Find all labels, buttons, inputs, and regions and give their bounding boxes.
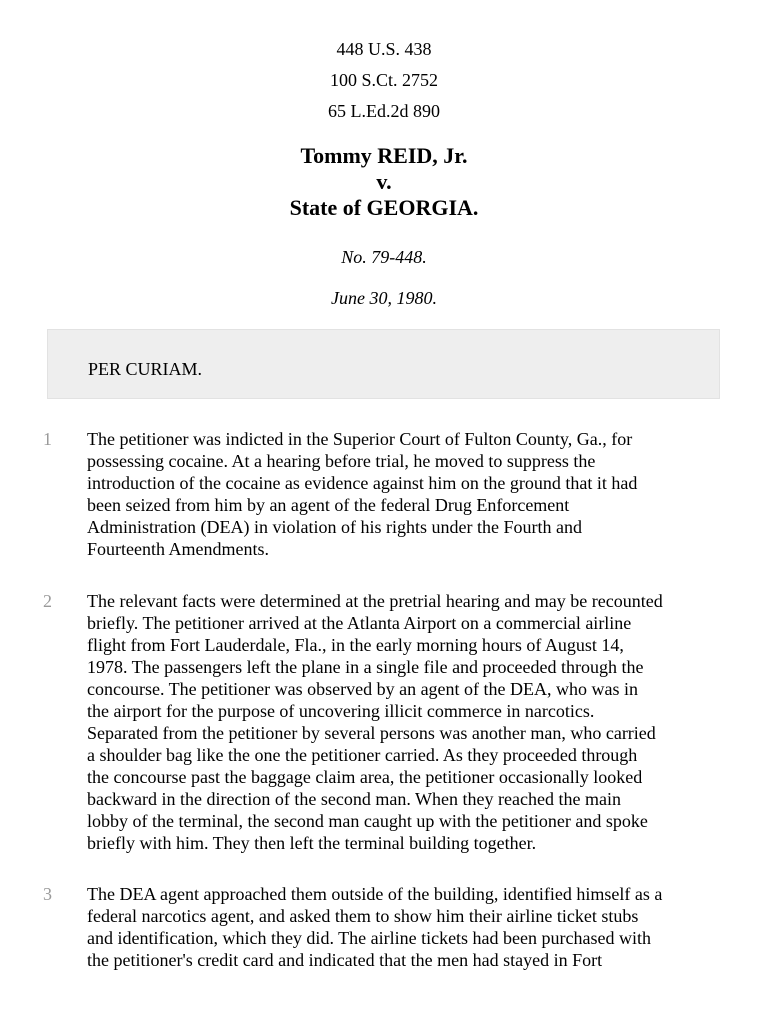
text-line: 1978. The passengers left the plane in a single file and proceeded through the <box>87 657 644 677</box>
text-line: the petitioner's credit card and indicated that the men had stayed in Fort <box>87 950 603 970</box>
text-line: The petitioner was indicted in the Superior Court of Fulton County, Ga., for <box>87 429 633 449</box>
petitioner-name: Tommy REID, Jr. <box>300 143 468 168</box>
opinion-label: PER CURIAM. <box>88 359 203 379</box>
text-line: The relevant facts were determined at the pretrial hearing and may be recounted <box>87 591 663 611</box>
paragraph-text <box>87 590 727 854</box>
versus-label: v. <box>376 169 392 194</box>
docket-number: No. 79-448. <box>341 247 427 267</box>
text-line: the concourse past the baggage claim area, the petitioner occasionally looked <box>87 767 643 787</box>
paragraph-number: 2 <box>43 591 52 611</box>
text-line: concourse. The petitioner was observed by an agent of the DEA, who was in <box>87 679 639 699</box>
decision-date: June 30, 1980. <box>331 288 437 308</box>
text-line: lobby of the terminal, the second man caught up with the petitioner and spoke <box>87 811 648 831</box>
text-line: The DEA agent approached them outside of the building, identified himself as a <box>87 884 663 904</box>
text-line: Administration (DEA) in violation of his rights under the Fourth and <box>87 517 582 537</box>
text-line: possessing cocaine. At a hearing before trial, he moved to suppress the <box>87 451 596 471</box>
paragraph-number: 3 <box>43 884 52 904</box>
text-line: federal narcotics agent, and asked them to show him their airline ticket stubs <box>87 906 639 926</box>
text-line: been seized from him by an agent of the federal Drug Enforcement <box>87 495 570 515</box>
citation-us-reports: 448 U.S. 438 <box>336 39 432 59</box>
text-line: backward in the direction of the second man. When they reached the main <box>87 789 621 809</box>
respondent-name: State of GEORGIA. <box>289 195 479 220</box>
paragraph-text <box>87 883 727 971</box>
text-line: Separated from the petitioner by several persons was another man, who carried <box>87 723 656 743</box>
citation-supreme-court-reporter: 100 S.Ct. 2752 <box>329 70 439 90</box>
citation-block <box>0 34 768 127</box>
paragraph-number: 1 <box>43 429 52 449</box>
text-line: the airport for the purpose of uncovering illicit commerce in narcotics. <box>87 701 595 721</box>
citation-lawyers-edition: 65 L.Ed.2d 890 <box>328 101 440 121</box>
text-line: flight from Fort Lauderdale, Fla., in the early morning hours of August 14, <box>87 635 624 655</box>
text-line: and identification, which they did. The airline tickets had been purchased with <box>87 928 651 948</box>
paragraph-text <box>87 428 727 560</box>
text-line: Fourteenth Amendments. <box>87 539 269 559</box>
case-title <box>0 143 768 221</box>
opinion-header-box <box>47 329 720 399</box>
text-line: a shoulder bag like the one the petitioner carried. As they proceeded through <box>87 745 638 765</box>
text-line: briefly. The petitioner arrived at the Atlanta Airport on a commercial airline <box>87 613 632 633</box>
text-line: introduction of the cocaine as evidence against him on the ground that it had <box>87 473 638 493</box>
text-line: briefly with him. They then left the terminal building together. <box>87 833 537 853</box>
